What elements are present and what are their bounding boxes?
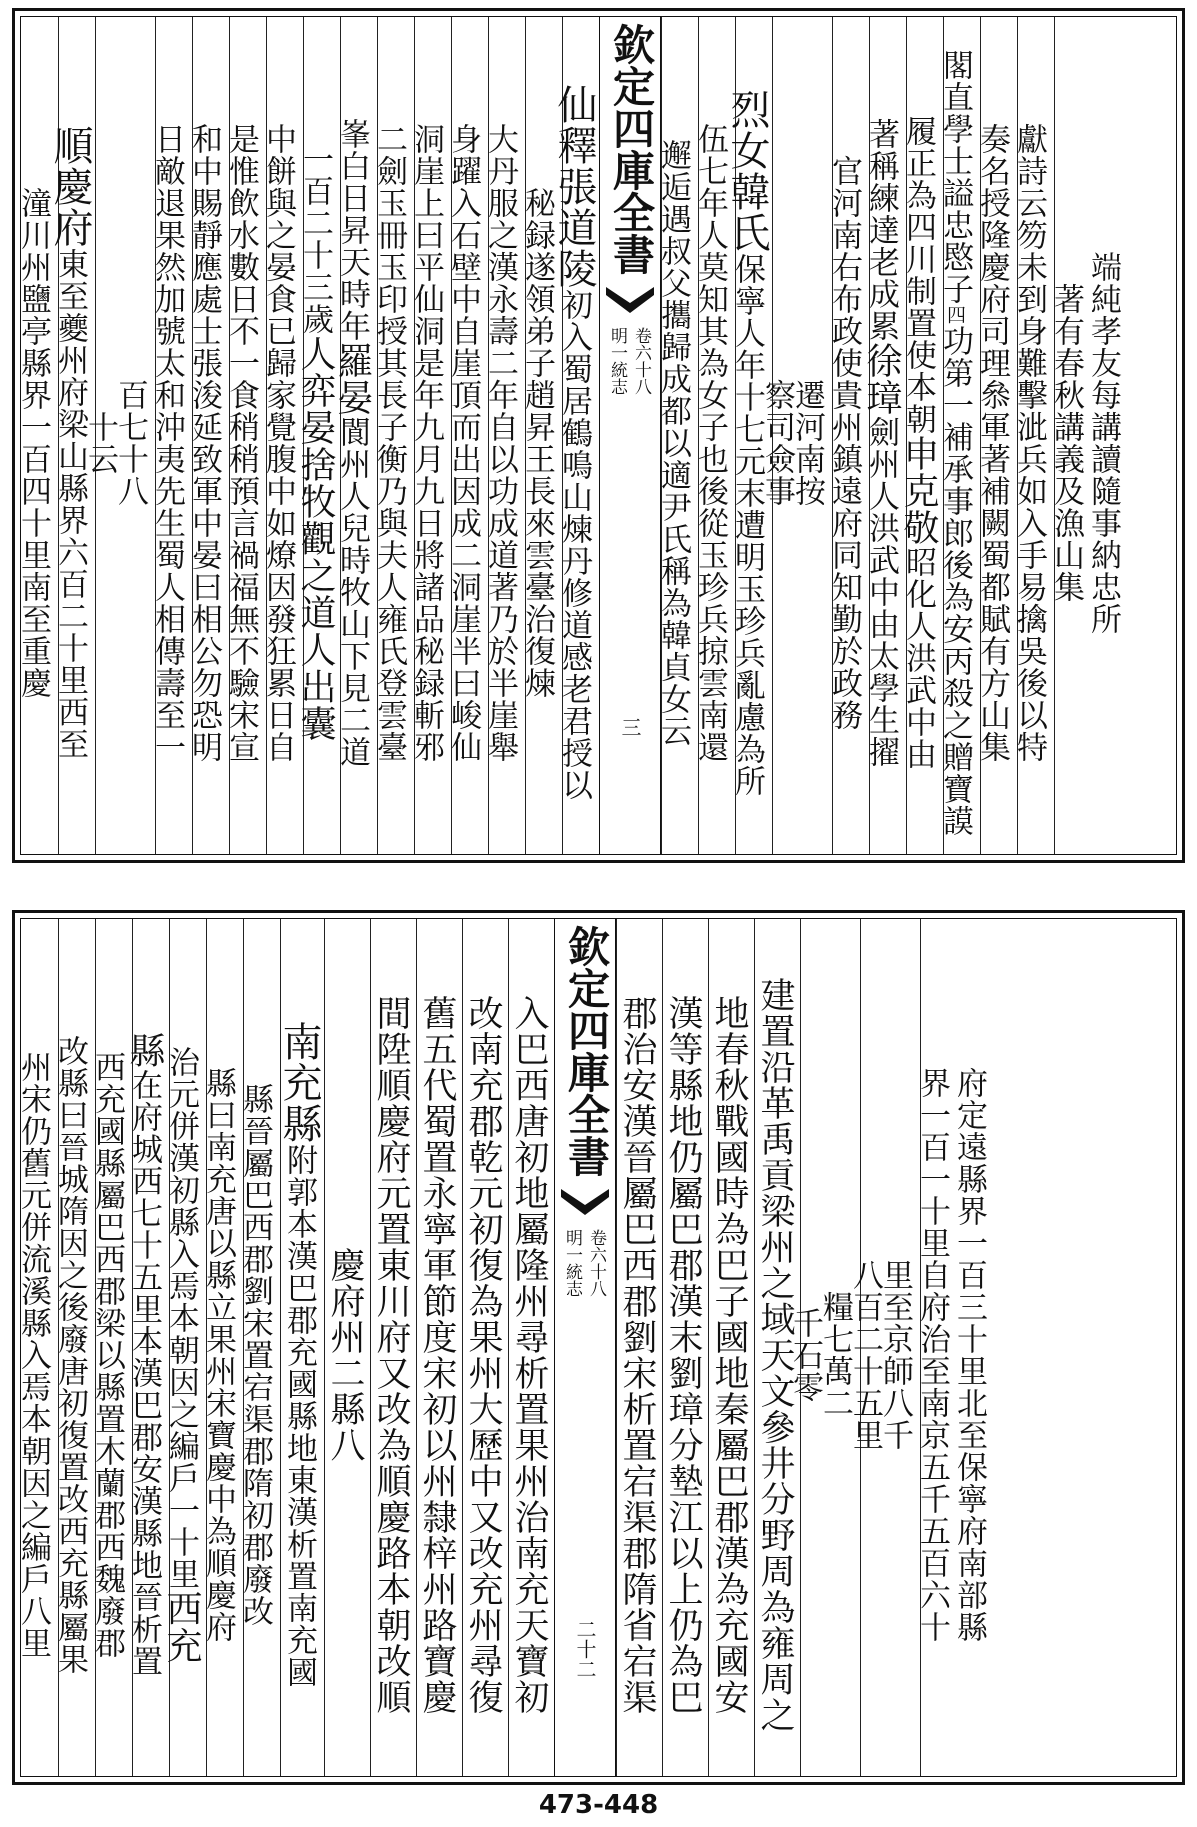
- text-column-17: 身躍入石壁中自崖頂而出因成二洞崖半曰峻仙: [451, 17, 488, 854]
- text-column-22: 中餅與之晏食已歸家覺腹中如燎因發狂累日自: [266, 17, 303, 854]
- text-column-20: 縣在府城西七十五里本漢巴郡安漢縣地晉析置: [132, 919, 169, 1776]
- text-column-26: 百七十八: [112, 378, 148, 507]
- text-column-17: 縣晉屬巴西郡劉宋置宕渠郡隋初郡廢改: [243, 919, 280, 1776]
- text-column-04: 八百二十五里: [860, 919, 890, 1776]
- fold-leaf-number: 二十二: [573, 1619, 597, 1679]
- text-column-16: 南充縣附郭本漢巴郡充國縣地東漢析置南充國: [280, 919, 324, 1776]
- text-column-01: 端純孝友每講讀隨事納忠所: [1085, 250, 1121, 635]
- page-bottom: [12, 910, 1185, 1785]
- text-column-09: 漢等縣地仍屬巴郡漢末劉璋分墊江以上仍為巴: [662, 919, 708, 1776]
- fold-leaf-number: 三: [618, 717, 642, 737]
- text-column-22: 改縣曰晉城隋因之後廢唐初復置改西充縣屬果: [58, 919, 95, 1776]
- fold-title: 欽定四庫全書: [562, 925, 611, 1177]
- fish-tail-mark-icon: [606, 287, 654, 313]
- text-column-02: 著有春秋講義及漁山集: [1054, 17, 1091, 854]
- text-column-11: 入巴西唐初地屬隆州尋析置果州治南充天寶初: [508, 919, 554, 1776]
- page-top: [12, 8, 1185, 863]
- fish-tail-mark-icon: [561, 1189, 609, 1215]
- fold-volume-ref: 卷六十八: [586, 1229, 606, 1297]
- text-column-15: 慶府州二縣八: [324, 919, 370, 1776]
- text-column-27: 十云: [95, 17, 125, 854]
- text-column-08: 官河南右布政使貴州鎮遠府同知勤於政務: [832, 17, 869, 854]
- text-column-10: 郡治安漢晉屬巴西郡劉宋析置宕渠郡隋省宕渠: [616, 919, 662, 1776]
- center-fold-bottom: [554, 919, 616, 1776]
- text-column-07: 建置沿革禹貢梁州之域天文參井分野周為雍周之: [754, 919, 800, 1776]
- text-column-24: 和中賜靜應處士張浚延致軍中晏曰相公勿恐明: [192, 17, 229, 854]
- text-column-21: 一百二十三歲人弈晏捨牧觀之道人出囊: [303, 17, 340, 854]
- text-column-07: 著稱練達老成累徐璋劍州人洪武中由太學生擢: [869, 17, 906, 854]
- text-column-03: 里至京師八千: [877, 1258, 913, 1451]
- text-column-04: 奏名授隆慶府司理叅軍著補闕蜀都賦有方山集: [980, 17, 1017, 854]
- text-column-11: 烈女韓氏保寧人年十七元末遭明玉珍兵亂慮為所: [735, 17, 772, 854]
- text-column-03: 獻詩云笏未到身難擊泚兵如入手易擒吳後以特: [1017, 17, 1054, 854]
- text-column-12: 伍七年人莫知其為女子也後從玉珍兵掠雲南還: [698, 17, 735, 854]
- text-column-15: 秘録遂領弟子趙昇王長來雲臺治復煉: [525, 17, 562, 854]
- fold-book-ref: 明一統志: [562, 1229, 582, 1297]
- page-top-frame: [15, 16, 1177, 855]
- text-column-14: 仙釋張道陵初入蜀居鶴鳴山煉丹修道感老君授以: [562, 17, 599, 854]
- text-column-08: 地春秋戰國時為巴子國地秦屬巴郡漢為充國安: [708, 919, 754, 1776]
- page-code: 473-448: [538, 1790, 659, 1820]
- text-column-29: 潼川州鹽亭縣界一百四十里南至重慶: [15, 186, 51, 699]
- text-column-25: 日敵退果然加號太和沖夷先生蜀人相傳壽至一: [155, 17, 192, 854]
- text-column-21: 西充國縣屬巴西郡梁以縣置木蘭郡西魏廢郡: [95, 919, 132, 1776]
- text-column-28: 順慶府東至夔州府梁山縣界六百二十里西至: [58, 17, 95, 854]
- text-column-05: 閣直學士謚忠愍子四功第一補承事郎後為安丙殺之贈寶謨: [943, 17, 980, 854]
- text-column-12: 改南充郡乾元初復為果州大歷中又改充州尋復: [462, 919, 508, 1776]
- text-column-13: 舊五代蜀置永寧軍節度宋初以州隸梓州路寶慶: [416, 919, 462, 1776]
- text-column-16: 大丹服之漢永壽二年自以功成道著乃於半崖舉: [488, 17, 525, 854]
- text-column-06: 千石零: [800, 919, 830, 1776]
- fold-title: 欽定四庫全書: [607, 23, 656, 275]
- text-column-13: 邂逅遇叔父攜歸成都以適尹氏稱為韓貞女云: [661, 17, 698, 854]
- page-bottom-frame: [15, 918, 1177, 1777]
- text-column-10: 察司僉事: [772, 17, 802, 854]
- fold-volume-ref: 卷六十八: [631, 327, 651, 395]
- text-column-23: 州宋仍舊元併流溪縣入焉本朝因之編戶八里: [15, 1050, 51, 1659]
- fold-book-ref: 明一統志: [607, 327, 627, 395]
- text-column-09: 遷河南按: [789, 378, 825, 507]
- text-column-18: 洞崖上曰平仙洞是年九月九日將諸品秘録斬邪: [414, 17, 451, 854]
- text-column-23: 是惟飲水數日不一食稍稍預言禍福無不驗宋宣: [229, 17, 266, 854]
- text-column-06: 履正為四川制置使本朝申克敬昭化人洪武中由: [906, 17, 943, 854]
- text-column-02: 界一百一十里自府治至南京五千五百六十: [920, 919, 957, 1776]
- text-column-20: 峯白日昇天時年羅晏閬州人兒時牧山下見二道: [340, 17, 377, 854]
- text-column-05: 糧七萬二: [817, 1290, 853, 1419]
- text-column-01: 府定遠縣界一百三十里北至保寧府南部縣: [951, 1066, 987, 1643]
- text-column-14: 間陞順慶府元置東川府又改為順慶路本朝改順: [370, 919, 416, 1776]
- text-column-18: 縣曰南充唐以縣立果州宋寶慶中為順慶府: [206, 919, 243, 1776]
- text-column-19: 二劍玉冊玉印授其長子衡乃與夫人雍氏登雲臺: [377, 17, 414, 854]
- text-column-19: 治元併漢初縣入焉本朝因之編戶一十里西充: [169, 919, 206, 1776]
